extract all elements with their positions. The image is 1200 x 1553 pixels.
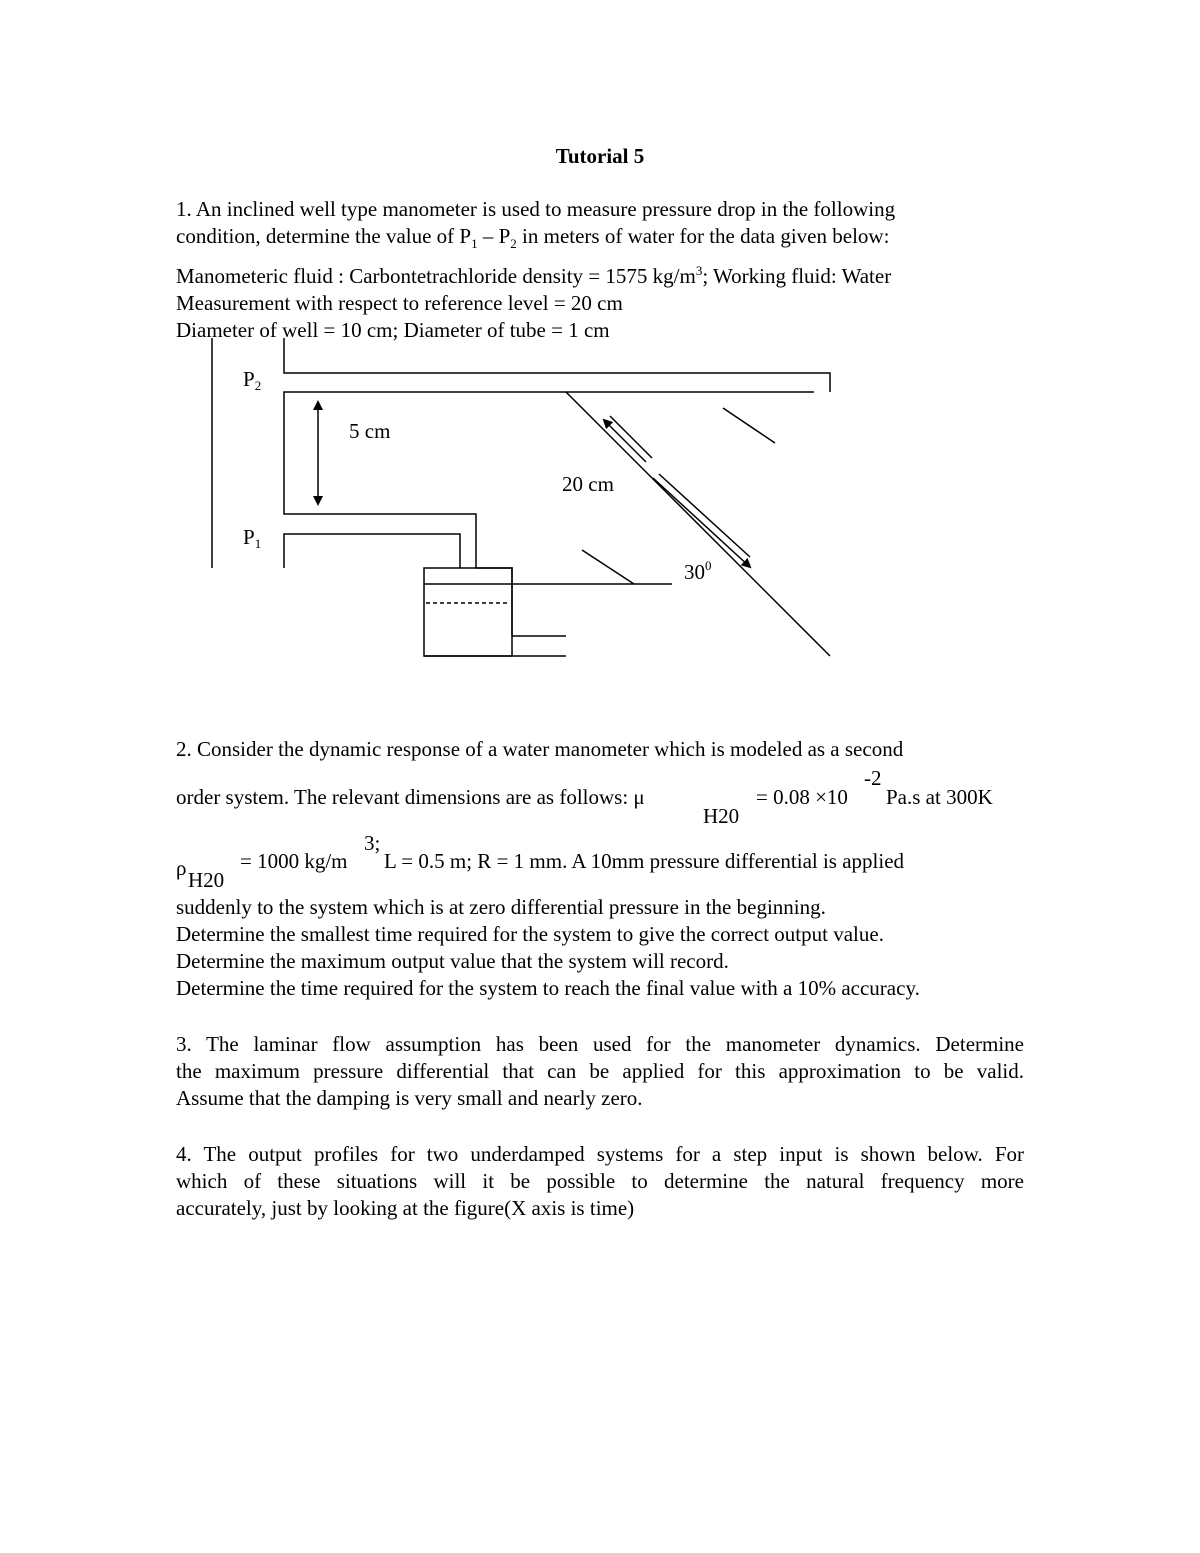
q1-line-2-part-c: in meters of water for the data given below: [516, 224, 890, 248]
inclined-tube [566, 392, 830, 656]
q1-line-1: 1. An inclined well type manometer is used to measure pressure drop in the following [176, 197, 896, 221]
q2-line-4: suddenly to the system which is at zero differential pressure in the beginning. [176, 895, 826, 919]
twenty-cm-dimension-arrow-a [604, 420, 646, 462]
p1-label: P1 [243, 525, 262, 551]
five-cm-label: 5 cm [349, 419, 391, 443]
q2-line-3-part-a: ρ [176, 856, 187, 880]
p2-label: P2 [243, 367, 262, 393]
question-3 [176, 1031, 1024, 1112]
q2-sub-h20-b: H20 [188, 868, 225, 892]
twenty-cm-dimension-arrow-d [659, 474, 750, 557]
manometer-diagram [0, 0, 1200, 700]
flow-indicator-line [723, 408, 775, 443]
q2-exponent: -2 [864, 766, 882, 790]
q1-line-3-part-b: ; Working fluid: Water [702, 264, 892, 289]
twenty-cm-dimension-arrow-c [653, 478, 750, 567]
upper-pipe-top [284, 338, 830, 392]
q2-line-2-part-b: = 0.08 ×10 [756, 785, 848, 809]
q2-line-2-part-a: order system. The relevant dimensions are as follows: μ [176, 785, 645, 809]
q1-sub-1: 1 [471, 236, 478, 252]
twenty-cm-dimension-arrow-b [610, 416, 652, 458]
q4-line-2: which of these situations will it be possible to determine the natural frequency more [176, 1169, 1024, 1193]
q3-line-1: 3. The laminar flow assumption has been used for the manometer dynamics. Determine [176, 1032, 1024, 1056]
q4-line-1: 4. The output profiles for two underdamped systems for a step input is shown below. For [176, 1142, 1024, 1166]
q4-line-3: accurately, just by looking at the figure(X axis is time) [176, 1196, 635, 1220]
q1-line-2-part-b: – P [477, 224, 511, 248]
q2-line-6: Determine the maximum output value that the system will record. [176, 949, 729, 973]
twenty-cm-label: 20 cm [562, 472, 614, 496]
angle-label: $30^0$ [684, 558, 712, 584]
q3-line-3: Assume that the damping is very small and nearly zero. [176, 1086, 643, 1110]
page-title: Tutorial 5 [555, 144, 645, 168]
angle-hatch-line [582, 550, 634, 584]
q2-line-3-part-b: = 1000 kg/m [240, 849, 348, 873]
q2-line-3-part-c: L = 0.5 m; R = 1 mm. A 10mm pressure differential is applied [384, 849, 905, 873]
question-4 [176, 1141, 1024, 1222]
q2-line-1: 2. Consider the dynamic response of a water manometer which is modeled as a second [176, 737, 904, 761]
well [424, 568, 512, 656]
lower-pipe [284, 534, 460, 568]
q3-line-2: the maximum pressure differential that can be applied for this approximation to be valid. [176, 1059, 1024, 1083]
q1-sub-2: 2 [510, 236, 517, 252]
q2-sup-3: 3; [364, 831, 381, 855]
q1-line-3-part-a: Manometeric fluid : Carbontetrachloride density = 1575 kg/m [176, 264, 696, 289]
q2-line-5: Determine the smallest time required for the system to give the correct output value. [176, 922, 884, 946]
q1-line-2-part-a: condition, determine the value of P [176, 224, 472, 248]
q1-sup-3: 3 [695, 263, 703, 279]
q2-line-2-part-c: Pa.s at 300K [886, 785, 993, 809]
q2-sub-h20-a: H20 [703, 804, 740, 828]
q1-line-4: Measurement with respect to reference level = 20 cm [176, 291, 623, 316]
q2-line-7: Determine the time required for the system to reach the final value with a 10% accuracy. [176, 976, 920, 1000]
q1-line-5: Diameter of well = 10 cm; Diameter of tube = 1 cm [176, 318, 610, 343]
